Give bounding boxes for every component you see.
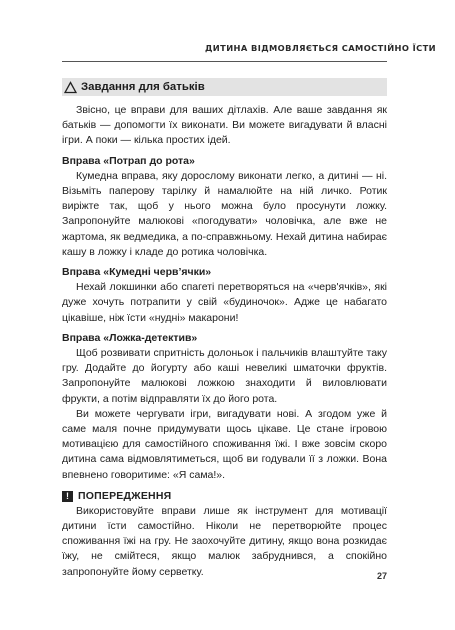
exercise-2-paragraph: Нехай локшинки або спагеті перетворяться на «черв'ячків», які дуже хочуть потрапити у свій «будиночок». Адже це набагато цікавіше, ніж їсти «нудні» макарони!	[62, 281, 387, 324]
warning-paragraph: Використовуйте вправи лише як інструмент для мотивації дитини їсти самостійно. Ніколи не перетворюйте процес споживання їжі на гру. Не заохочуйте дитину, якщо вона розкидає їжу, не смійтеся, якщо малюк забруднився, а спокійно запропонуйте йому серветку.	[62, 504, 387, 578]
exercise-1-paragraph: Кумедна вправа, яку дорослому виконати легко, а дитині — ні. Візьміть паперову тарілку й намалюйте на ній личко. Ротик виріжте так, щоб у нього можна було просунути ложку. Запропонуйте малюкові «погодувати» чоловічка, але вже не жартома, як ведмедика, а по-справжньому. Нехай дитина набирає кашу в ложку і кладе до ротика чоловічка.	[62, 169, 387, 258]
triangle-warning-icon	[64, 81, 77, 94]
exercise-1-title: Вправа «Потрап до рота»	[62, 154, 195, 167]
exercise-3-paragraph-1: Щоб розвивати спритність долоньок і пальчиків влаштуйте таку гру. Додайте до йогурту або каші невеликі шматочки фруктів. Запропонуйте малюкові ложкою знаходити й виловлювати фрукти, а потім відправляти їх до його рота.	[62, 347, 387, 405]
exercise-3-paragraph-2: Ви можете чергувати ігри, вигадувати нові. А згодом уже й саме маля почне придумувати щось цікаве. Це стане ігровою мотивацією для самостійного споживання їжі. І вже зовсім скоро дитина сама відмовлятиметься, щоб ви годували її з ложки. Вона впевнено говоритиме: «Я сама!».	[62, 407, 387, 481]
parents-task-box	[62, 78, 387, 96]
page-number: 27	[376, 571, 387, 581]
warning-heading	[62, 489, 387, 504]
exercise-2-title: Вправа «Кумедні черв’ячки»	[62, 266, 212, 279]
intro-paragraph: Звісно, це вправи для ваших дітлахів. Але ваше завдання як батьків — допомогти їх виконати. Ви можете вигадувати й власні ігри. А поки — кілька простих ідей.	[62, 104, 387, 147]
warning-label: ПОПЕРЕДЖЕННЯ	[78, 489, 172, 502]
exclamation-icon: !	[62, 491, 73, 502]
header-rule	[62, 61, 387, 62]
page-content	[62, 103, 387, 580]
running-header: ДИТИНА ВІДМОВЛЯЄТЬСЯ САМОСТІЙНО ЇСТИ	[205, 43, 437, 53]
task-box-title: Завдання для батьків	[81, 81, 205, 93]
exercise-3-title: Вправа «Ложка-детектив»	[62, 331, 198, 344]
